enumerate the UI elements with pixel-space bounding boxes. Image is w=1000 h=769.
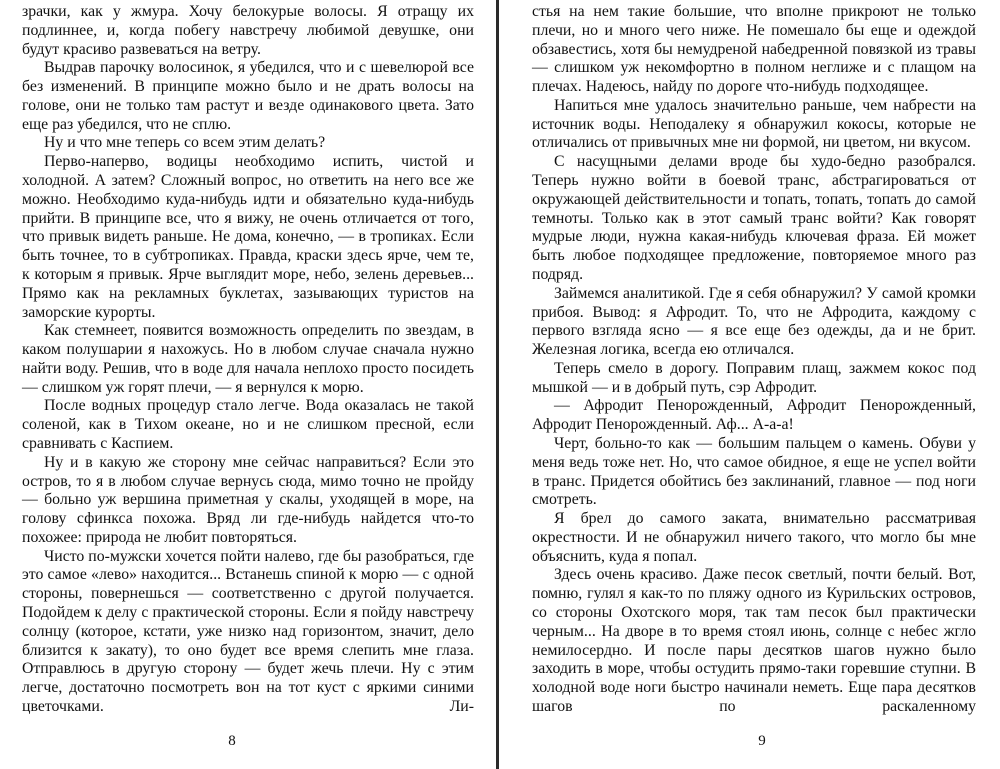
paragraph: После водных процедур стало легче. Вода оказалась не такой соленой, как в Тихом океане, но и не слишком пресной, если сравнивать с Каспием. [22, 397, 474, 452]
paragraph: зрачки, как у жмура. Хочу белокурые волосы. Я отращу их подлиннее, и, когда побегу навстречу любимой девушке, они будут красиво развеваться на ветру. [22, 3, 474, 58]
left-page-text [22, 3, 474, 717]
paragraph: Черт, больно-то как — большим пальцем о камень. Обуви у меня ведь тоже нет. Но, что самое обидное, я еще не успел войти в транс. Придется обойтись без заклинаний, главное — под ноги смотреть. [532, 434, 976, 509]
left-page [0, 0, 496, 769]
paragraph: Займемся аналитикой. Где я себя обнаружил? У самой кромки прибоя. Вывод: я Афродит. То, что не Афродита, каждому с первого взгляда ясно — я все еще без одежды, да и не брит. Железная логика, всегда ею отличался. [532, 284, 976, 359]
page-number: 9 [758, 733, 766, 749]
paragraph: Выдрав парочку волосинок, я убедился, что и с шевелюрой все без изменений. В принципе можно было и не драть волосы на голове, они не только там растут и везде одинакового цвета. Зато еще раз убедился, что не сплю. [22, 59, 474, 133]
paragraph: Теперь смело в дорогу. Поправим плащ, зажмем кокос под мышкой — и в добрый путь, сэр Афродит. [532, 359, 976, 396]
paragraph: Ну и в какую же сторону мне сейчас направиться? Если это остров, то я в любом случае вернусь сюда, мимо точно не пройду — больно уж вершина приметная у скалы, уходящей в море, на голову сфинкса похожа. Вряд ли где-нибудь найдется что-то похожее: природа не любит повторяться. [22, 453, 474, 546]
paragraph: С насущными делами вроде бы худо-бедно разобрался. Теперь нужно войти в боевой транс, абстрагироваться от окружающей действительности и топать, топать, топать до самой темноты. Только как в этот самый транс войти? Как говорят мудрые люди, нужна какая-нибудь ключевая фраза. Ей может быть любое подходящее предложение, повторяемое много раз подряд. [532, 153, 976, 283]
right-page-text [532, 3, 976, 717]
paragraph: Здесь очень красиво. Даже песок светлый, почти белый. Вот, помню, гулял я как-то по пляжу одного из Курильских островов, со стороны Охотского моря, так там песок был практически черным... На дворе в то время стоял июнь, солнце с небес жгло немилосердно. И после пары десятков шагов нужно было заходить в море, чтобы остудить прямо-таки горевшие ступни. В холодной воде ноги быстро начинали неметь. Еще пара десятков шагов по раскаленному [532, 566, 976, 715]
paragraph: стья на нем такие большие, что вполне прикроют не только плечи, но и много чего ниже. Не помешало бы еще и одеждой обзавестись, хотя бы немудреной набедренной повязкой из травы — слишком уж некомфортно в полном неглиже и с плащом на плечах. Надеюсь, найду по дороге что-нибудь подходящее. [532, 3, 976, 96]
page-number: 8 [228, 733, 236, 749]
paragraph: Ну и что мне теперь со всем этим делать? [44, 134, 326, 152]
right-page [499, 0, 1000, 769]
paragraph: Напиться мне удалось значительно раньше, чем набрести на источник воды. Неподалеку я обнаружил кокосы, которые не отличались от привычных мне ни формой, ни цветом, ни вкусом. [532, 96, 976, 152]
paragraph: Как стемнеет, появится возможность определить по звездам, в каком полушарии я нахожусь. Но в любом случае сначала нужно найти воду. Решив, что в воде для начала неплохо просто посидеть — слишком уж горят плечи, — я вернулся к морю. [22, 322, 474, 396]
paragraph: Перво-наперво, водицы необходимо испить, чистой и холодной. А затем? Сложный вопрос, но ответить на него все же можно. Необходимо куда-нибудь идти и обязательно куда-нибудь прийти. В принципе все, что я вижу, не очень отличается от того, что привык видеть раньше. Не дома, конечно, — в тропиках. Если быть точнее, то в субтропиках. Правда, краски здесь ярче, чем те, к которым я привык. Ярче выглядит море, небо, зелень деревьев... Прямо как на рекламных буклетах, зазывающих туристов на заморские курорты. [22, 153, 474, 321]
paragraph: Я брел до самого заката, внимательно рассматривая окрестности. И не обнаружил ничего такого, что могло бы мне объяснить, куда я попал. [532, 510, 976, 565]
paragraph: — Афродит Пенорожденный, Афродит Пенорожденный, Афродит Пенорожденный. Аф... А-а-а! [532, 397, 976, 434]
paragraph: Чисто по-мужски хочется пойти налево, где бы разобраться, где это самое «лево» находится... Встанешь спиной к морю — с одной стороны, повернешься — соответственно с другой получается. Подойдем к делу с практической стороны. Если я пойду навстречу солнцу (которое, кстати, уже низко над горизонтом, значит, дело близится к закату), то оно будет все время слепить мне глаза. Отправлюсь в другую сторону — будет жечь плечи. Ну с этим легче, достаточно посмотреть вон на тот куст с яркими синими цветочками. Ли- [22, 547, 474, 715]
